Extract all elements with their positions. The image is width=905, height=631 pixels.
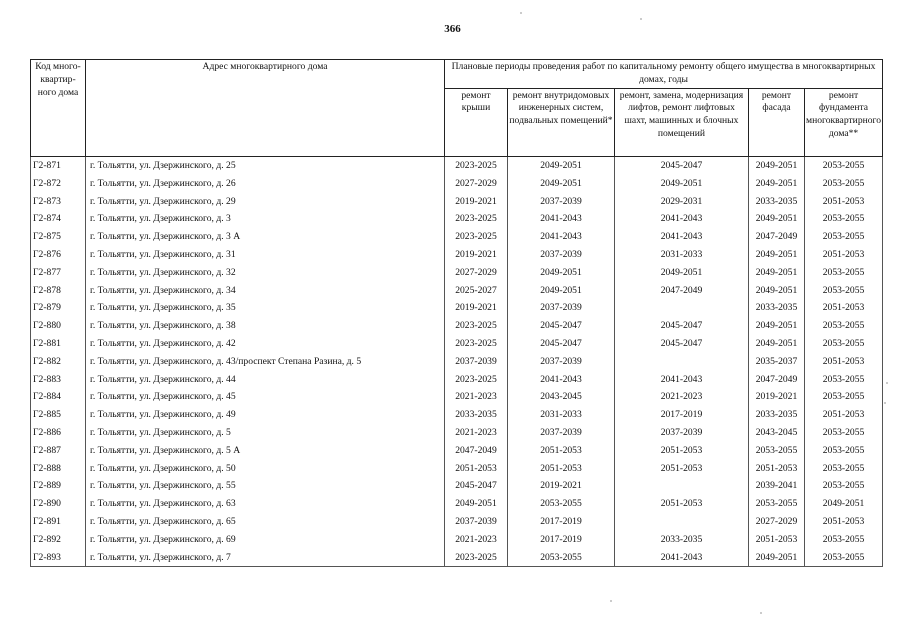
cell-address: г. Тольятти, ул. Дзержинского, д. 63 — [86, 495, 445, 513]
cell-systems: 2037-2039 — [508, 192, 615, 210]
cell-foundation: 2053-2055 — [805, 174, 883, 192]
cell-address: г. Тольятти, ул. Дзержинского, д. 49 — [86, 406, 445, 424]
cell-address: г. Тольятти, ул. Дзержинского, д. 55 — [86, 477, 445, 495]
cell-lifts: 2041-2043 — [615, 370, 749, 388]
cell-address: г. Тольятти, ул. Дзержинского, д. 5 А — [86, 441, 445, 459]
cell-address: г. Тольятти, ул. Дзержинского, д. 43/проспект Степана Разина, д. 5 — [86, 352, 445, 370]
cell-foundation: 2053-2055 — [805, 441, 883, 459]
header-roof: ремонт крыши — [445, 88, 508, 156]
cell-facade: 2051-2053 — [749, 530, 805, 548]
cell-code: Г2-877 — [31, 263, 86, 281]
cell-systems: 2049-2051 — [508, 174, 615, 192]
cell-foundation: 2053-2055 — [805, 281, 883, 299]
cell-code: Г2-892 — [31, 530, 86, 548]
cell-roof: 2019-2021 — [445, 246, 508, 264]
cell-foundation: 2051-2053 — [805, 406, 883, 424]
table-row — [31, 317, 883, 335]
repair-schedule-table — [30, 59, 883, 567]
cell-code: Г2-880 — [31, 317, 86, 335]
cell-lifts: 2049-2051 — [615, 174, 749, 192]
table-row — [31, 530, 883, 548]
cell-facade: 2033-2035 — [749, 406, 805, 424]
table-row — [31, 299, 883, 317]
cell-code: Г2-885 — [31, 406, 86, 424]
cell-lifts — [615, 299, 749, 317]
cell-foundation: 2053-2055 — [805, 156, 883, 174]
table-row — [31, 424, 883, 442]
cell-facade: 2033-2035 — [749, 192, 805, 210]
cell-lifts: 2045-2047 — [615, 317, 749, 335]
table-header — [31, 60, 883, 157]
cell-code: Г2-875 — [31, 228, 86, 246]
cell-systems: 2045-2047 — [508, 335, 615, 353]
cell-systems: 2041-2043 — [508, 370, 615, 388]
cell-lifts — [615, 513, 749, 531]
cell-roof: 2023-2025 — [445, 370, 508, 388]
table-row — [31, 335, 883, 353]
cell-facade: 2033-2035 — [749, 299, 805, 317]
cell-systems: 2049-2051 — [508, 156, 615, 174]
cell-lifts: 2021-2023 — [615, 388, 749, 406]
cell-address: г. Тольятти, ул. Дзержинского, д. 45 — [86, 388, 445, 406]
cell-roof: 2045-2047 — [445, 477, 508, 495]
cell-roof: 2023-2025 — [445, 210, 508, 228]
cell-foundation: 2051-2053 — [805, 352, 883, 370]
cell-lifts: 2031-2033 — [615, 246, 749, 264]
table-row — [31, 156, 883, 174]
cell-roof: 2037-2039 — [445, 352, 508, 370]
header-address: Адрес многоквартирного дома — [86, 60, 445, 157]
cell-lifts: 2037-2039 — [615, 424, 749, 442]
cell-foundation: 2053-2055 — [805, 388, 883, 406]
cell-roof: 2047-2049 — [445, 441, 508, 459]
cell-facade: 2035-2037 — [749, 352, 805, 370]
cell-systems: 2053-2055 — [508, 495, 615, 513]
cell-code: Г2-873 — [31, 192, 86, 210]
cell-foundation: 2053-2055 — [805, 335, 883, 353]
cell-lifts: 2033-2035 — [615, 530, 749, 548]
cell-systems: 2051-2053 — [508, 459, 615, 477]
cell-roof: 2023-2025 — [445, 228, 508, 246]
table-row — [31, 388, 883, 406]
cell-facade: 2049-2051 — [749, 263, 805, 281]
cell-systems: 2037-2039 — [508, 424, 615, 442]
cell-foundation: 2053-2055 — [805, 370, 883, 388]
header-facade: ремонт фасада — [749, 88, 805, 156]
cell-systems: 2037-2039 — [508, 299, 615, 317]
cell-roof: 2019-2021 — [445, 192, 508, 210]
cell-roof: 2023-2025 — [445, 317, 508, 335]
cell-lifts: 2047-2049 — [615, 281, 749, 299]
cell-code: Г2-879 — [31, 299, 86, 317]
cell-lifts: 2045-2047 — [615, 335, 749, 353]
cell-address: г. Тольятти, ул. Дзержинского, д. 32 — [86, 263, 445, 281]
cell-code: Г2-882 — [31, 352, 86, 370]
cell-facade: 2049-2051 — [749, 246, 805, 264]
cell-facade: 2019-2021 — [749, 388, 805, 406]
cell-facade: 2047-2049 — [749, 228, 805, 246]
cell-systems: 2043-2045 — [508, 388, 615, 406]
cell-foundation: 2053-2055 — [805, 477, 883, 495]
cell-lifts: 2049-2051 — [615, 263, 749, 281]
cell-address: г. Тольятти, ул. Дзержинского, д. 26 — [86, 174, 445, 192]
cell-facade: 2049-2051 — [749, 210, 805, 228]
table-row — [31, 406, 883, 424]
cell-systems: 2037-2039 — [508, 246, 615, 264]
cell-address: г. Тольятти, ул. Дзержинского, д. 34 — [86, 281, 445, 299]
cell-address: г. Тольятти, ул. Дзержинского, д. 3 А — [86, 228, 445, 246]
cell-lifts — [615, 477, 749, 495]
cell-address: г. Тольятти, ул. Дзержинского, д. 65 — [86, 513, 445, 531]
cell-code: Г2-871 — [31, 156, 86, 174]
cell-roof: 2037-2039 — [445, 513, 508, 531]
cell-address: г. Тольятти, ул. Дзержинского, д. 44 — [86, 370, 445, 388]
cell-code: Г2-884 — [31, 388, 86, 406]
cell-roof: 2025-2027 — [445, 281, 508, 299]
cell-lifts: 2051-2053 — [615, 441, 749, 459]
cell-systems: 2053-2055 — [508, 548, 615, 566]
cell-roof: 2027-2029 — [445, 263, 508, 281]
cell-address: г. Тольятти, ул. Дзержинского, д. 35 — [86, 299, 445, 317]
cell-address: г. Тольятти, ул. Дзержинского, д. 3 — [86, 210, 445, 228]
cell-systems: 2019-2021 — [508, 477, 615, 495]
cell-lifts — [615, 352, 749, 370]
table-row — [31, 192, 883, 210]
cell-roof: 2023-2025 — [445, 156, 508, 174]
table-row — [31, 370, 883, 388]
cell-systems: 2031-2033 — [508, 406, 615, 424]
cell-code: Г2-878 — [31, 281, 86, 299]
cell-address: г. Тольятти, ул. Дзержинского, д. 31 — [86, 246, 445, 264]
cell-code: Г2-886 — [31, 424, 86, 442]
cell-address: г. Тольятти, ул. Дзержинского, д. 50 — [86, 459, 445, 477]
cell-foundation: 2051-2053 — [805, 192, 883, 210]
cell-foundation: 2049-2051 — [805, 495, 883, 513]
table-row — [31, 352, 883, 370]
cell-systems: 2049-2051 — [508, 281, 615, 299]
cell-foundation: 2053-2055 — [805, 548, 883, 566]
cell-code: Г2-890 — [31, 495, 86, 513]
cell-foundation: 2053-2055 — [805, 210, 883, 228]
cell-foundation: 2051-2053 — [805, 246, 883, 264]
cell-foundation: 2051-2053 — [805, 513, 883, 531]
cell-lifts: 2017-2019 — [615, 406, 749, 424]
cell-address: г. Тольятти, ул. Дзержинского, д. 25 — [86, 156, 445, 174]
cell-address: г. Тольятти, ул. Дзержинского, д. 29 — [86, 192, 445, 210]
cell-lifts: 2051-2053 — [615, 495, 749, 513]
cell-systems: 2045-2047 — [508, 317, 615, 335]
cell-roof: 2023-2025 — [445, 548, 508, 566]
cell-code: Г2-883 — [31, 370, 86, 388]
table-row — [31, 477, 883, 495]
cell-code: Г2-889 — [31, 477, 86, 495]
table-row — [31, 246, 883, 264]
header-foundation: ремонт фундамента многоквартирного дома** — [805, 88, 883, 156]
cell-address: г. Тольятти, ул. Дзержинского, д. 38 — [86, 317, 445, 335]
cell-systems: 2041-2043 — [508, 228, 615, 246]
cell-lifts: 2041-2043 — [615, 210, 749, 228]
cell-facade: 2049-2051 — [749, 548, 805, 566]
table-row — [31, 174, 883, 192]
cell-foundation: 2053-2055 — [805, 530, 883, 548]
cell-facade: 2047-2049 — [749, 370, 805, 388]
cell-foundation: 2053-2055 — [805, 263, 883, 281]
cell-facade: 2051-2053 — [749, 459, 805, 477]
cell-roof: 2021-2023 — [445, 388, 508, 406]
cell-address: г. Тольятти, ул. Дзержинского, д. 69 — [86, 530, 445, 548]
table-row — [31, 263, 883, 281]
cell-code: Г2-887 — [31, 441, 86, 459]
cell-facade: 2053-2055 — [749, 441, 805, 459]
cell-code: Г2-872 — [31, 174, 86, 192]
cell-foundation: 2053-2055 — [805, 317, 883, 335]
cell-code: Г2-888 — [31, 459, 86, 477]
cell-facade: 2039-2041 — [749, 477, 805, 495]
cell-roof: 2027-2029 — [445, 174, 508, 192]
cell-lifts: 2041-2043 — [615, 548, 749, 566]
cell-foundation: 2053-2055 — [805, 424, 883, 442]
cell-systems: 2049-2051 — [508, 263, 615, 281]
cell-roof: 2023-2025 — [445, 335, 508, 353]
cell-roof: 2021-2023 — [445, 424, 508, 442]
table-row — [31, 228, 883, 246]
cell-foundation: 2053-2055 — [805, 459, 883, 477]
cell-facade: 2049-2051 — [749, 156, 805, 174]
header-lifts: ремонт, замена, модернизация лифтов, ремонт лифтовых шахт, машинных и блочных помещений — [615, 88, 749, 156]
cell-facade: 2049-2051 — [749, 335, 805, 353]
cell-address: г. Тольятти, ул. Дзержинского, д. 42 — [86, 335, 445, 353]
cell-lifts: 2045-2047 — [615, 156, 749, 174]
cell-roof: 2033-2035 — [445, 406, 508, 424]
cell-facade: 2049-2051 — [749, 281, 805, 299]
cell-foundation: 2051-2053 — [805, 299, 883, 317]
header-code: Код много-квартир-ного дома — [31, 60, 86, 157]
cell-roof: 2051-2053 — [445, 459, 508, 477]
cell-systems: 2037-2039 — [508, 352, 615, 370]
table-row — [31, 513, 883, 531]
cell-facade: 2027-2029 — [749, 513, 805, 531]
cell-systems: 2017-2019 — [508, 530, 615, 548]
cell-lifts: 2051-2053 — [615, 459, 749, 477]
table-row — [31, 548, 883, 566]
cell-code: Г2-893 — [31, 548, 86, 566]
cell-code: Г2-874 — [31, 210, 86, 228]
cell-facade: 2049-2051 — [749, 174, 805, 192]
cell-roof: 2019-2021 — [445, 299, 508, 317]
table-row — [31, 281, 883, 299]
cell-facade: 2043-2045 — [749, 424, 805, 442]
cell-lifts: 2029-2031 — [615, 192, 749, 210]
cell-facade: 2053-2055 — [749, 495, 805, 513]
cell-systems: 2041-2043 — [508, 210, 615, 228]
cell-lifts: 2041-2043 — [615, 228, 749, 246]
table-row — [31, 495, 883, 513]
table-row — [31, 441, 883, 459]
header-periods: Плановые периоды проведения работ по капитальному ремонту общего имущества в многоквартирных домах, годы — [445, 60, 883, 89]
cell-code: Г2-881 — [31, 335, 86, 353]
header-systems: ремонт внутридомовых инженерных систем, подвальных помещений* — [508, 88, 615, 156]
table-row — [31, 210, 883, 228]
cell-roof: 2049-2051 — [445, 495, 508, 513]
page-number: 366 — [444, 23, 461, 35]
cell-code: Г2-876 — [31, 246, 86, 264]
table-row — [31, 459, 883, 477]
cell-code: Г2-891 — [31, 513, 86, 531]
cell-systems: 2017-2019 — [508, 513, 615, 531]
cell-foundation: 2053-2055 — [805, 228, 883, 246]
cell-address: г. Тольятти, ул. Дзержинского, д. 7 — [86, 548, 445, 566]
cell-systems: 2051-2053 — [508, 441, 615, 459]
cell-facade: 2049-2051 — [749, 317, 805, 335]
cell-address: г. Тольятти, ул. Дзержинского, д. 5 — [86, 424, 445, 442]
table-body — [31, 156, 883, 566]
cell-roof: 2021-2023 — [445, 530, 508, 548]
